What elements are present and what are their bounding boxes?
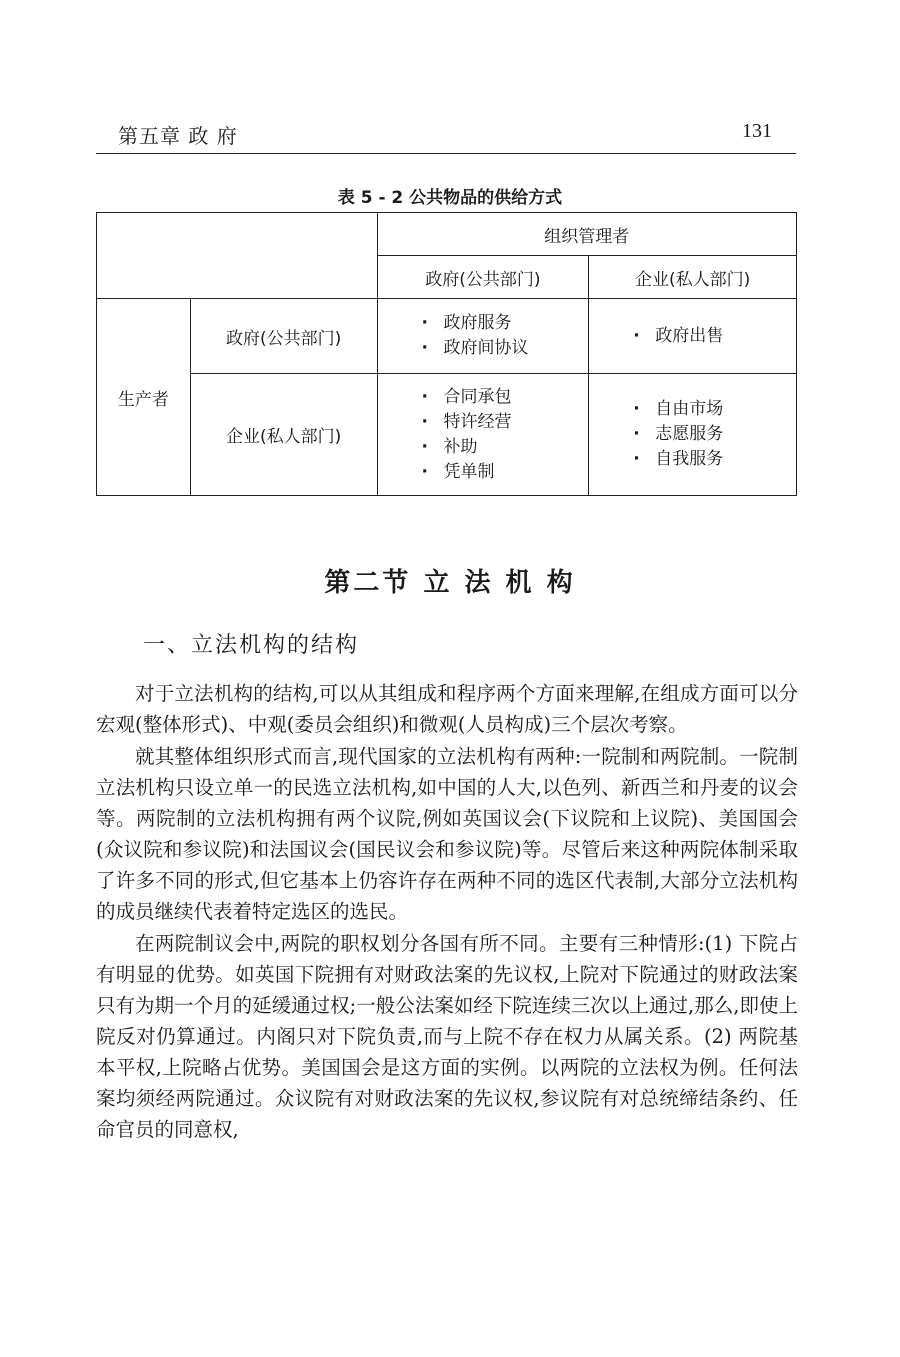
list-item: · 特许经营: [422, 410, 589, 435]
sub-heading: 一、立法机构的结构: [143, 633, 360, 658]
list-item: · 补助: [422, 435, 589, 460]
list-item: · 政府出售: [633, 324, 796, 349]
table-caption: 表 5 - 2 公共物品的供给方式: [337, 188, 563, 208]
header-rule: [96, 153, 796, 154]
list-item: · 凭单制: [422, 460, 589, 485]
col-header-public: 政府(公共部门): [377, 256, 589, 299]
chapter-title: 第五章 政 府: [118, 124, 238, 148]
list-item: · 政府服务: [422, 311, 589, 336]
body-text: [96, 678, 798, 1146]
row-header-private: 企业(私人部门): [190, 374, 377, 496]
list-item: · 合同承包: [422, 385, 589, 410]
paragraph: 就其整体组织形式而言,现代国家的立法机构有两种:一院制和两院制。一院制立法机构只设立单一的民选立法机构,如中国的人大,以色列、新西兰和丹麦的议会等。两院制的立法机构拥有两个议院,例如英国议会(下议院和上议院)、美国国会(众议院和参议院)和法国议会(国民议会和参议院)等。尽管后来这种两院体制采取了许多不同的形式,但它基本上仍容许存在两种不同的选区代表制,大部分立法机构的成员继续代表着特定选区的选民。: [96, 745, 798, 923]
manager-header: 组织管理者: [377, 213, 796, 256]
list-item: · 志愿服务: [633, 422, 796, 447]
list-item: · 政府间协议: [422, 336, 589, 361]
col-header-private: 企业(私人部门): [589, 256, 797, 299]
list-item: · 自我服务: [633, 447, 796, 472]
section-title: 第二节 立 法 机 构: [324, 568, 576, 598]
cell-public-public: [377, 299, 589, 374]
supply-table: [96, 212, 797, 496]
table-corner-cell: [97, 213, 378, 299]
page-number: 131: [742, 120, 772, 142]
paragraph: 对于立法机构的结构,可以从其组成和程序两个方面来理解,在组成方面可以分宏观(整体形式)、中观(委员会组织)和微观(人员构成)三个层次考察。: [96, 682, 798, 736]
running-header: [96, 118, 796, 152]
producer-label: 生产者: [97, 299, 191, 496]
cell-private-private: [589, 374, 797, 496]
cell-public-private: [589, 299, 797, 374]
list-item: · 自由市场: [633, 397, 796, 422]
row-header-public: 政府(公共部门): [190, 299, 377, 374]
paragraph: 在两院制议会中,两院的职权划分各国有所不同。主要有三种情形:(1) 下院占有明显的优势。如英国下院拥有对财政法案的先议权,上院对下院通过的财政法案只有为期一个月的延缓通过权;一般公法案如经下院连续三次以上通过,那么,即使上院反对仍算通过。内阁只对下院负责,而与上院不存在权力从属关系。(2) 两院基本平权,上院略占优势。美国国会是这方面的实例。以两院的立法权为例。任何法案均须经两院通过。众议院有对财政法案的先议权,参议院有对总统缔结条约、任命官员的同意权,: [96, 932, 798, 1141]
cell-private-public: [377, 374, 589, 496]
